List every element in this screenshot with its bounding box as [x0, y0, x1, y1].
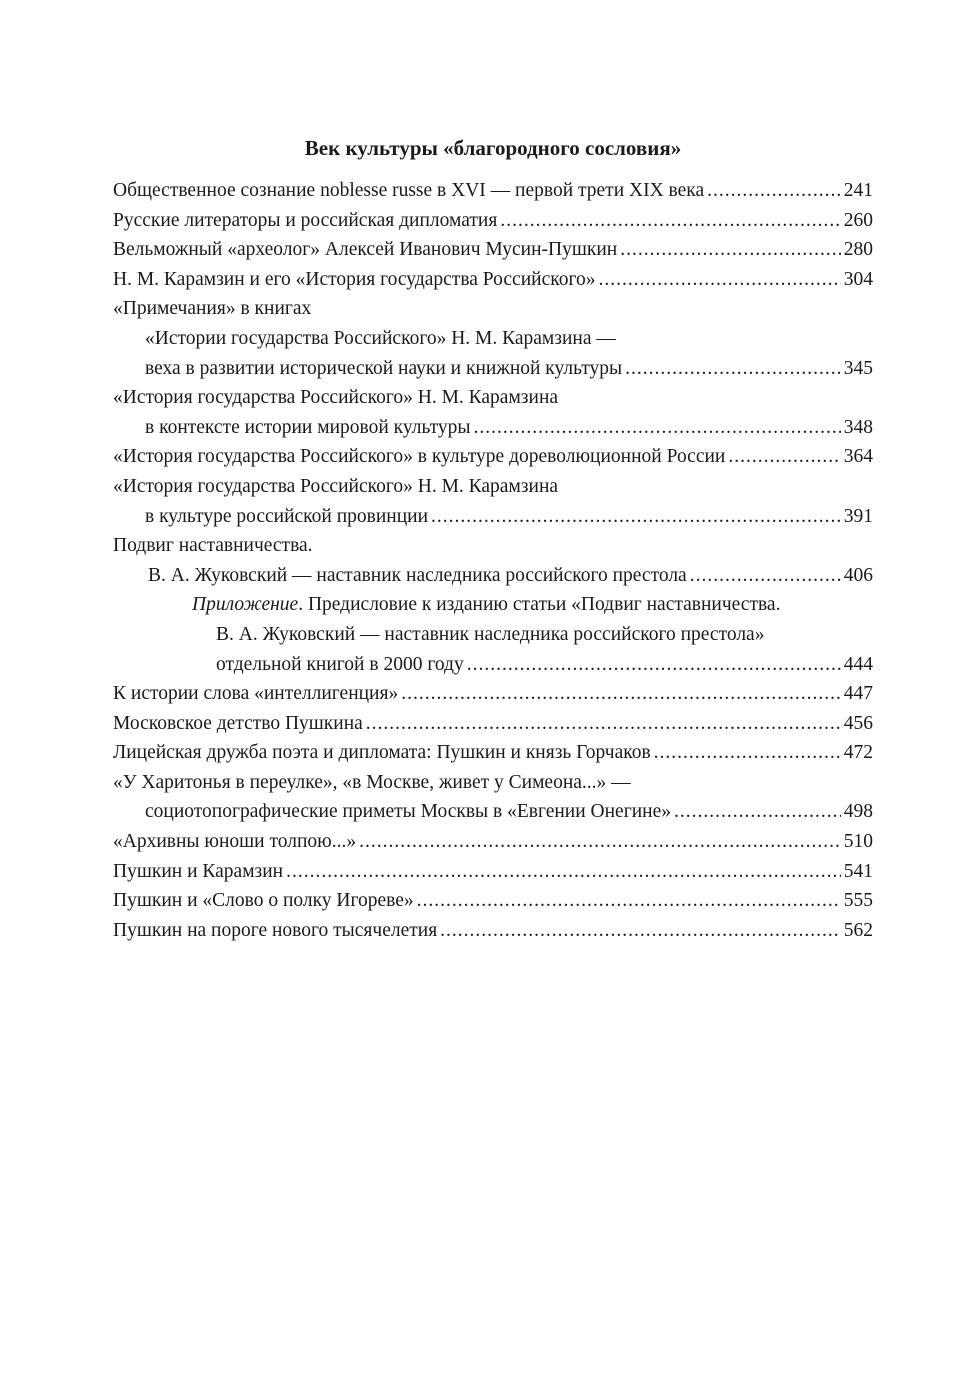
dot-leader	[625, 354, 841, 384]
toc-entry-line	[113, 679, 873, 709]
dot-leader	[359, 827, 841, 857]
toc-entry-title: Общественное сознание noblesse russe в XVI — первой трети XIX века	[113, 180, 705, 201]
toc-entry-line	[113, 206, 873, 236]
toc-entry-line	[113, 324, 873, 354]
dot-leader	[707, 176, 841, 206]
toc-entry-title: «Архивны юноши толпою...»	[113, 831, 357, 853]
toc-page-number: 280	[843, 239, 873, 261]
toc-entry-title: в культуре российской провинции	[145, 505, 429, 527]
toc-entry-title: в контексте истории мировой культуры	[145, 416, 471, 438]
toc-page-number: 472	[843, 742, 873, 764]
toc-entry-title: социотопографические приметы Москвы в «Евгении Онегине»	[145, 801, 671, 823]
toc-entry-title: В. А. Жуковский — наставник наследника российского престола	[148, 564, 687, 586]
toc-entry-title: К истории слова «интеллигенция»	[113, 683, 399, 705]
toc-page-number: 498	[843, 801, 873, 823]
toc-entry-title: «Истории государства Российского» Н. М. Карамзина —	[145, 327, 616, 349]
toc-entry-line	[113, 797, 873, 827]
toc-entry-line	[113, 709, 873, 739]
dot-leader	[440, 916, 841, 946]
toc-entry-title: «История государства Российского» в культуре дореволюционной России	[113, 446, 726, 468]
toc-entry-line	[113, 413, 873, 443]
toc-entry-line	[113, 235, 873, 265]
toc-page-number: 345	[843, 357, 873, 379]
toc-entry-title: Лицейская дружба поэта и дипломата: Пушкин и князь Горчаков	[113, 742, 651, 764]
dot-leader	[620, 235, 841, 265]
toc-entry-title: Московское детство Пушкина	[113, 712, 363, 734]
toc-entry-title: Русские литераторы и российская дипломатия	[113, 209, 498, 231]
section-title: Век культуры «благородного сословия»	[304, 136, 682, 160]
toc-page-number: 348	[843, 416, 873, 438]
toc-entry-title: Пушкин и Карамзин	[113, 860, 284, 882]
toc-entry-line	[113, 442, 873, 472]
toc-entry-title: Пушкин на пороге нового тысячелетия	[113, 919, 438, 941]
toc-page-number: 304	[843, 268, 873, 290]
toc-entry-line	[113, 472, 873, 502]
toc-entry-title: Подвиг наставничества.	[113, 535, 313, 557]
toc-entry-title: «Примечания» в книгах	[113, 298, 312, 320]
toc-page-number: 364	[843, 446, 873, 468]
toc-entry-title: Вельможный «археолог» Алексей Иванович Мусин-Пушкин	[113, 239, 618, 261]
toc-entry-title: В. А. Жуковский — наставник наследника российского престола»	[216, 623, 765, 645]
dot-leader	[654, 738, 841, 768]
toc-entry-title	[192, 590, 780, 620]
toc-page-number: 260	[843, 209, 873, 231]
dot-leader	[473, 413, 840, 443]
toc-entry-title: Н. М. Карамзин и его «История государства Российского»	[113, 268, 596, 290]
toc-page-number: 555	[843, 890, 873, 912]
toc-entry-line	[113, 857, 873, 887]
toc-entry-line	[113, 738, 873, 768]
dot-leader	[674, 797, 841, 827]
toc-entry-title: «У Харитонья в переулке», «в Москве, живет у Симеона...» —	[113, 771, 631, 793]
toc-entry-line	[113, 294, 873, 324]
toc-page-number: 562	[843, 919, 873, 941]
dot-leader	[366, 709, 841, 739]
dot-leader	[467, 650, 841, 680]
toc-page-number: 241	[843, 180, 873, 201]
dot-leader	[401, 679, 841, 709]
toc-entry-line	[113, 650, 873, 680]
dot-leader	[690, 561, 841, 591]
toc-page-number: 391	[843, 505, 873, 527]
toc-entry-line	[113, 768, 873, 798]
toc-entry-line	[113, 827, 873, 857]
toc-entry-italic-label: Приложение	[192, 594, 299, 616]
table-of-contents	[113, 176, 873, 945]
toc-entry-title: отдельной книгой в 2000 году	[216, 653, 464, 675]
toc-page-number: 406	[843, 564, 873, 586]
toc-entry-line	[113, 590, 873, 620]
toc-entry-line	[113, 176, 873, 206]
toc-entry-line	[113, 265, 873, 295]
toc-entry-text: . Предисловие к изданию статьи «Подвиг наставничества.	[298, 594, 781, 616]
toc-entry-title: Пушкин и «Слово о полку Игореве»	[113, 890, 414, 912]
toc-entry-line	[113, 354, 873, 384]
dot-leader	[431, 502, 841, 532]
toc-entry-line	[113, 916, 873, 946]
toc-entry-title: «История государства Российского» Н. М. Карамзина	[113, 475, 559, 497]
dot-leader	[598, 265, 840, 295]
toc-page-number: 510	[843, 831, 873, 853]
toc-page-number: 447	[843, 683, 873, 705]
toc-page-number: 444	[843, 653, 873, 675]
dot-leader	[417, 886, 841, 916]
dot-leader	[286, 857, 841, 887]
toc-entry-line	[113, 561, 873, 591]
toc-entry-line	[113, 886, 873, 916]
toc-entry-line	[113, 383, 873, 413]
toc-entry-title: веха в развитии исторической науки и книжной культуры	[145, 357, 623, 379]
toc-entry-title: «История государства Российского» Н. М. Карамзина	[113, 387, 559, 409]
dot-leader	[728, 442, 840, 472]
toc-page-number: 541	[843, 860, 873, 882]
toc-page-number: 456	[843, 712, 873, 734]
toc-entry-line	[113, 620, 873, 650]
dot-leader	[500, 206, 840, 236]
toc-entry-line	[113, 502, 873, 532]
toc-entry-line	[113, 531, 873, 561]
